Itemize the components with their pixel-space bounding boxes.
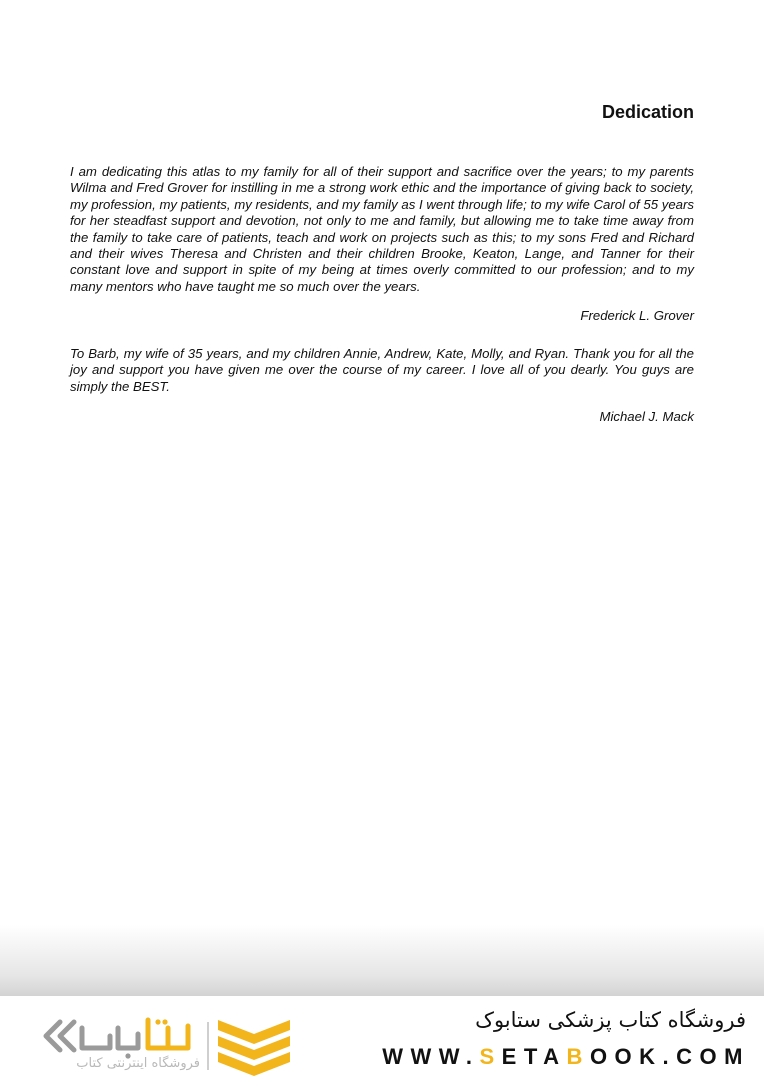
url-part: OOK.COM [589, 1044, 750, 1069]
url-part: WWW. [382, 1044, 480, 1069]
logo-divider [207, 1022, 209, 1070]
url-highlight: B [566, 1044, 590, 1069]
page-title: Dedication [601, 102, 694, 122]
stacked-books-icon [216, 1018, 292, 1076]
brand-tagline: فروشگاه اینترنتی کتاب [76, 1056, 200, 1071]
dedication-signature: Frederick L. Grover [580, 308, 694, 323]
dedication-signature: Michael J. Mack [599, 409, 694, 424]
store-name: فروشگاه کتاب پزشکی ستابوک [475, 1008, 746, 1032]
footer-shadow [0, 925, 764, 997]
store-url[interactable] [382, 1044, 750, 1070]
url-part: ETA [501, 1044, 567, 1069]
setabook-logo [38, 1014, 200, 1060]
dedication-paragraph: I am dedicating this atlas to my family for all of their support and sacrifice over the years; to my parents Wilma and Fred Grover for instilling in me a strong work ethic and the importance of giving back to society, my profession, my patients, my residents, and my family as I went through life; to my wife Carol of 55 years for her steadfast support and devotion, not only to me and family, but allowing me to take time away from the family to take care of patients, teach and work on projects such as this; to my sons Fred and Richard and their wives Theresa and Christen and their children Brooke, Keaton, Lange, and Tanner for their constant love and support in spite of my being at times overly committed to our profession; and to my many mentors who have taught me so much over the years. [70, 164, 694, 294]
url-highlight: S [479, 1044, 502, 1069]
dedication-paragraph: To Barb, my wife of 35 years, and my children Annie, Andrew, Kate, Molly, and Ryan. Thank you for all the joy and support you have given me over the course of my career. I love all of you dearly. You guys are simply the BEST. [70, 346, 694, 394]
